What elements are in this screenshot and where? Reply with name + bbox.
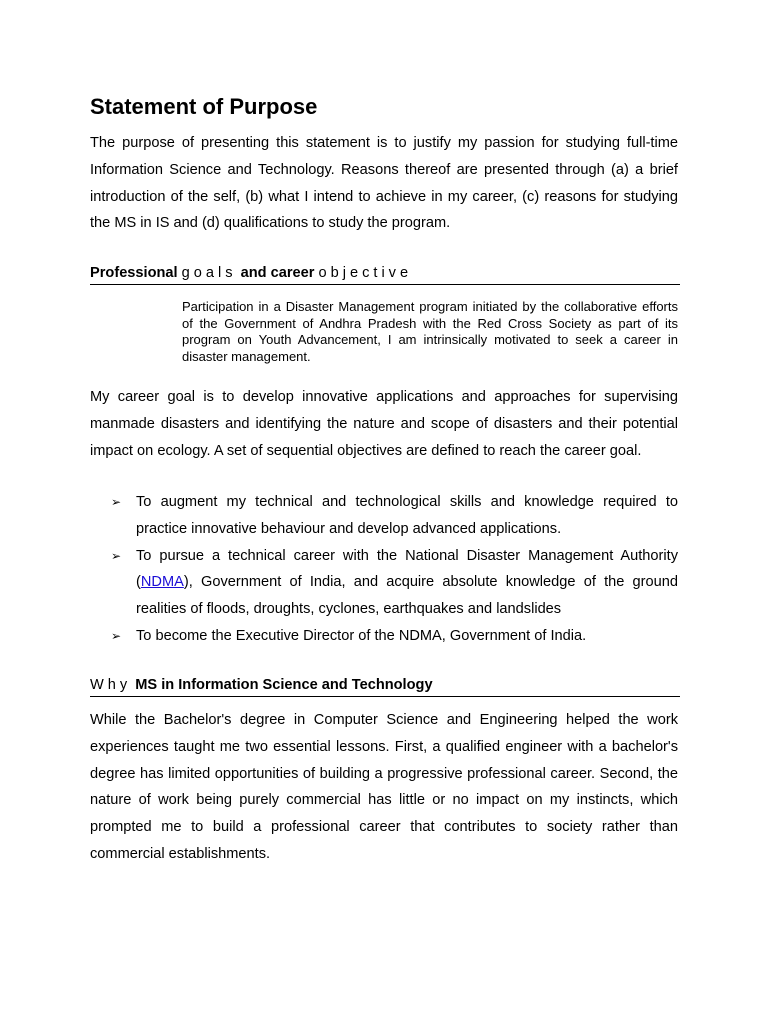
list-item <box>90 543 678 623</box>
list-item <box>90 623 678 650</box>
list-item <box>90 489 678 543</box>
objectives-list <box>90 489 678 650</box>
list-item-text-start: To pursue a technical career with the National Disaster Management Authority ( <box>136 547 678 591</box>
intro-paragraph: The purpose of presenting this statement is to justify my passion for studying full-time Information Science and Technology. Reasons thereof are presented through (a) a brief introduction of the self, (b) what I intend to achieve in my career, (c) reasons for studying the MS in IS and (d) qualifications to study the program. <box>90 135 678 232</box>
why-ms-paragraph: While the Bachelor's degree in Computer Science and Engineering helped the work experiences taught me two essential lessons. First, a qualified engineer with a bachelor's degree has limited opportunities of building a progressive professional career. Second, the nature of work being purely commercial has little or no impact on my instincts, which prompted me to build a professional career that contributes to society rather than commercial establishments. <box>90 712 678 862</box>
heading-text-bold: Professional <box>90 265 178 281</box>
block-quote: Participation in a Disaster Management program initiated by the collaborative efforts of the Government of Andhra Pradesh with the Red Cross Society as part of its program on Youth Advancement, I am intrinsically motivated to seek a career in disaster management. <box>182 299 678 364</box>
section-heading-goals <box>90 263 680 285</box>
heading-text-bold: MS in Information Science and Technology <box>135 677 433 693</box>
arrowhead-bullet-icon: ➢ <box>111 548 122 563</box>
arrowhead-bullet-icon: ➢ <box>111 495 122 509</box>
page-title: Statement of Purpose <box>90 94 318 119</box>
heading-text-spaced: goals <box>181 265 237 281</box>
list-item-text: To augment my technical and technological skills and knowledge required to practice innovative behaviour and develop advanced applications. <box>136 494 678 537</box>
list-item-text-end: ), Government of India, and acquire absolute knowledge of the ground realities of floods, droughts, cyclones, earthquakes and landslides <box>136 574 678 618</box>
section-heading-why-ms <box>90 675 680 697</box>
ndma-link[interactable]: NDMA <box>140 574 184 591</box>
heading-text-spaced: Why <box>90 677 132 693</box>
heading-text-spaced: objective <box>318 265 413 281</box>
arrowhead-bullet-icon: ➢ <box>111 628 122 643</box>
heading-text-bold: and career <box>240 265 315 281</box>
career-goal-paragraph: My career goal is to develop innovative applications and approaches for supervising manmade disasters and identifying the nature and scope of disasters and their potential impact on ecology. A set of sequential objectives are defined to reach the career goal. <box>90 389 678 459</box>
list-item-text: To become the Executive Director of the NDMA, Government of India. <box>136 627 587 644</box>
